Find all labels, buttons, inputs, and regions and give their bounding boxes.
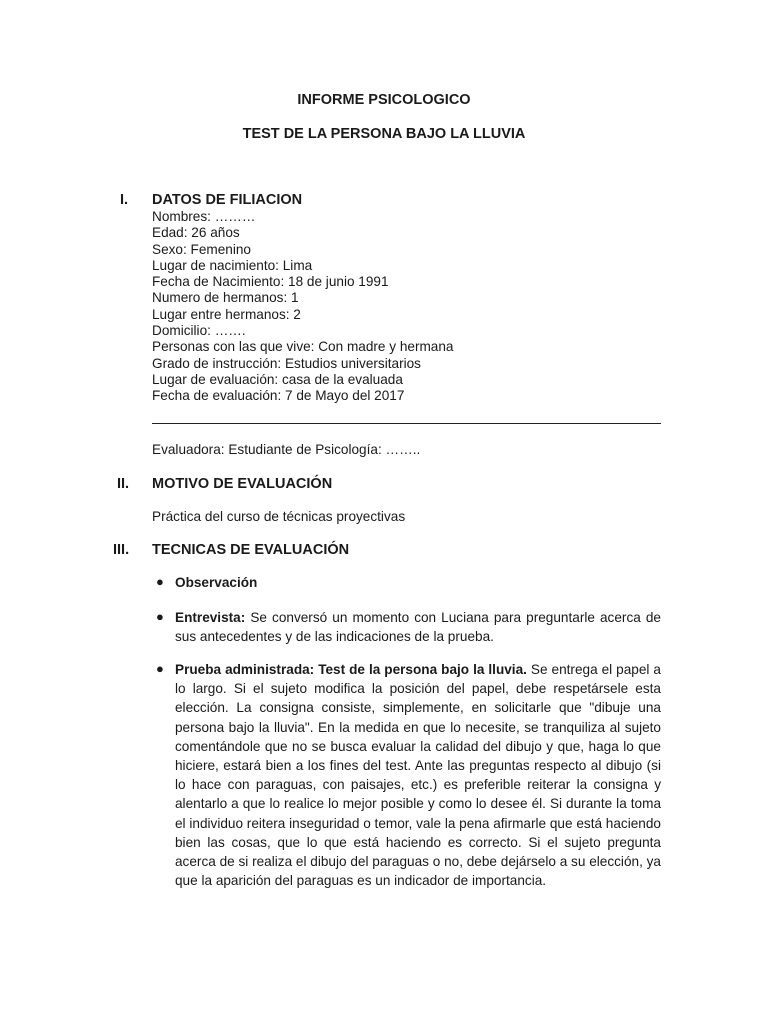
filiacion-edad: Edad: 26 años bbox=[152, 225, 240, 241]
motivo-text: Práctica del curso de técnicas proyectivas bbox=[152, 509, 406, 524]
section-1-title: DATOS DE FILIACION bbox=[152, 192, 303, 208]
tecnica-prueba bbox=[175, 660, 661, 890]
section-3-title: TECNICAS DE EVALUACIÓN bbox=[152, 542, 350, 558]
bullet-icon: ● bbox=[156, 661, 164, 676]
filiacion-fecha-evaluacion: Fecha de evaluación: 7 de Mayo del 2017 bbox=[152, 388, 405, 404]
tecnica-entrevista-text: Se conversó un momento con Luciana para preguntarle acerca de sus antecedentes y de las indicaciones de la prueba. bbox=[175, 610, 661, 645]
divider-line bbox=[152, 423, 661, 424]
filiacion-lugar-nacimiento: Lugar de nacimiento: Lima bbox=[152, 257, 313, 273]
filiacion-grado-instruccion: Grado de instrucción: Estudios universitarios bbox=[152, 355, 421, 371]
filiacion-personas-vive: Personas con las que vive: Con madre y hermana bbox=[152, 339, 454, 355]
filiacion-lugar-hermanos: Lugar entre hermanos: 2 bbox=[152, 306, 301, 322]
filiacion-domicilio: Domicilio: ……. bbox=[152, 323, 246, 339]
filiacion-nombres: Nombres: ……… bbox=[152, 209, 256, 224]
tecnica-observacion bbox=[175, 573, 661, 592]
filiacion-numero-hermanos: Numero de hermanos: 1 bbox=[152, 290, 299, 306]
tecnica-prueba-text: Se entrega el papel a lo largo. Si el sujeto modifica la posición del papel, debe respetársele esta elección. La consigna consiste, simplemente, en solicitarle que "dibuje una persona bajo la lluvia". En la medida en que lo necesite, se tranquiliza al sujeto comentándole que no se busca evaluar la calidad del dibujo y que, haga lo que hiciere, estará bien a los fines del test. Ante las preguntas respecto al dibujo (si lo hace con paraguas, con paisajes, etc.) es preferible reiterar la consigna y alentarlo a que lo realice lo mejor posible y como lo desee él. Si durante la toma el individuo reitera inseguridad o temor, vale la pena afirmarle que está haciendo bien las cosas, que lo que está haciendo es correcto. Si el sujeto pregunta acerca de si realiza el dibujo del paraguas o no, debe dejárselo a su elección, ya que la aparición del paraguas es un indicador de importancia. bbox=[175, 662, 661, 889]
bullet-icon: ● bbox=[156, 609, 164, 624]
tecnica-entrevista-label: Entrevista: bbox=[175, 610, 246, 625]
filiacion-list bbox=[152, 209, 454, 405]
section-2-title: MOTIVO DE EVALUACIÓN bbox=[152, 476, 333, 492]
bullet-icon: ● bbox=[156, 574, 164, 589]
section-3-number: III. bbox=[113, 542, 130, 558]
test-subtitle: TEST DE LA PERSONA BAJO LA LLUVIA bbox=[242, 126, 526, 142]
evaluadora-line: Evaluadora: Estudiante de Psicología: …….. bbox=[152, 442, 421, 457]
section-2-number: II. bbox=[117, 476, 130, 492]
section-1-number: I. bbox=[120, 192, 129, 208]
tecnica-prueba-label: Prueba administrada: Test de la persona bajo la lluvia. bbox=[175, 662, 527, 677]
filiacion-fecha-nacimiento: Fecha de Nacimiento: 18 de junio 1991 bbox=[152, 274, 389, 290]
filiacion-lugar-evaluacion: Lugar de evaluación: casa de la evaluada bbox=[152, 371, 403, 387]
filiacion-sexo: Sexo: Femenino bbox=[152, 241, 251, 257]
report-title: INFORME PSICOLOGICO bbox=[297, 92, 471, 108]
tecnica-observacion-label: Observación bbox=[175, 575, 258, 590]
tecnica-entrevista bbox=[175, 608, 661, 646]
